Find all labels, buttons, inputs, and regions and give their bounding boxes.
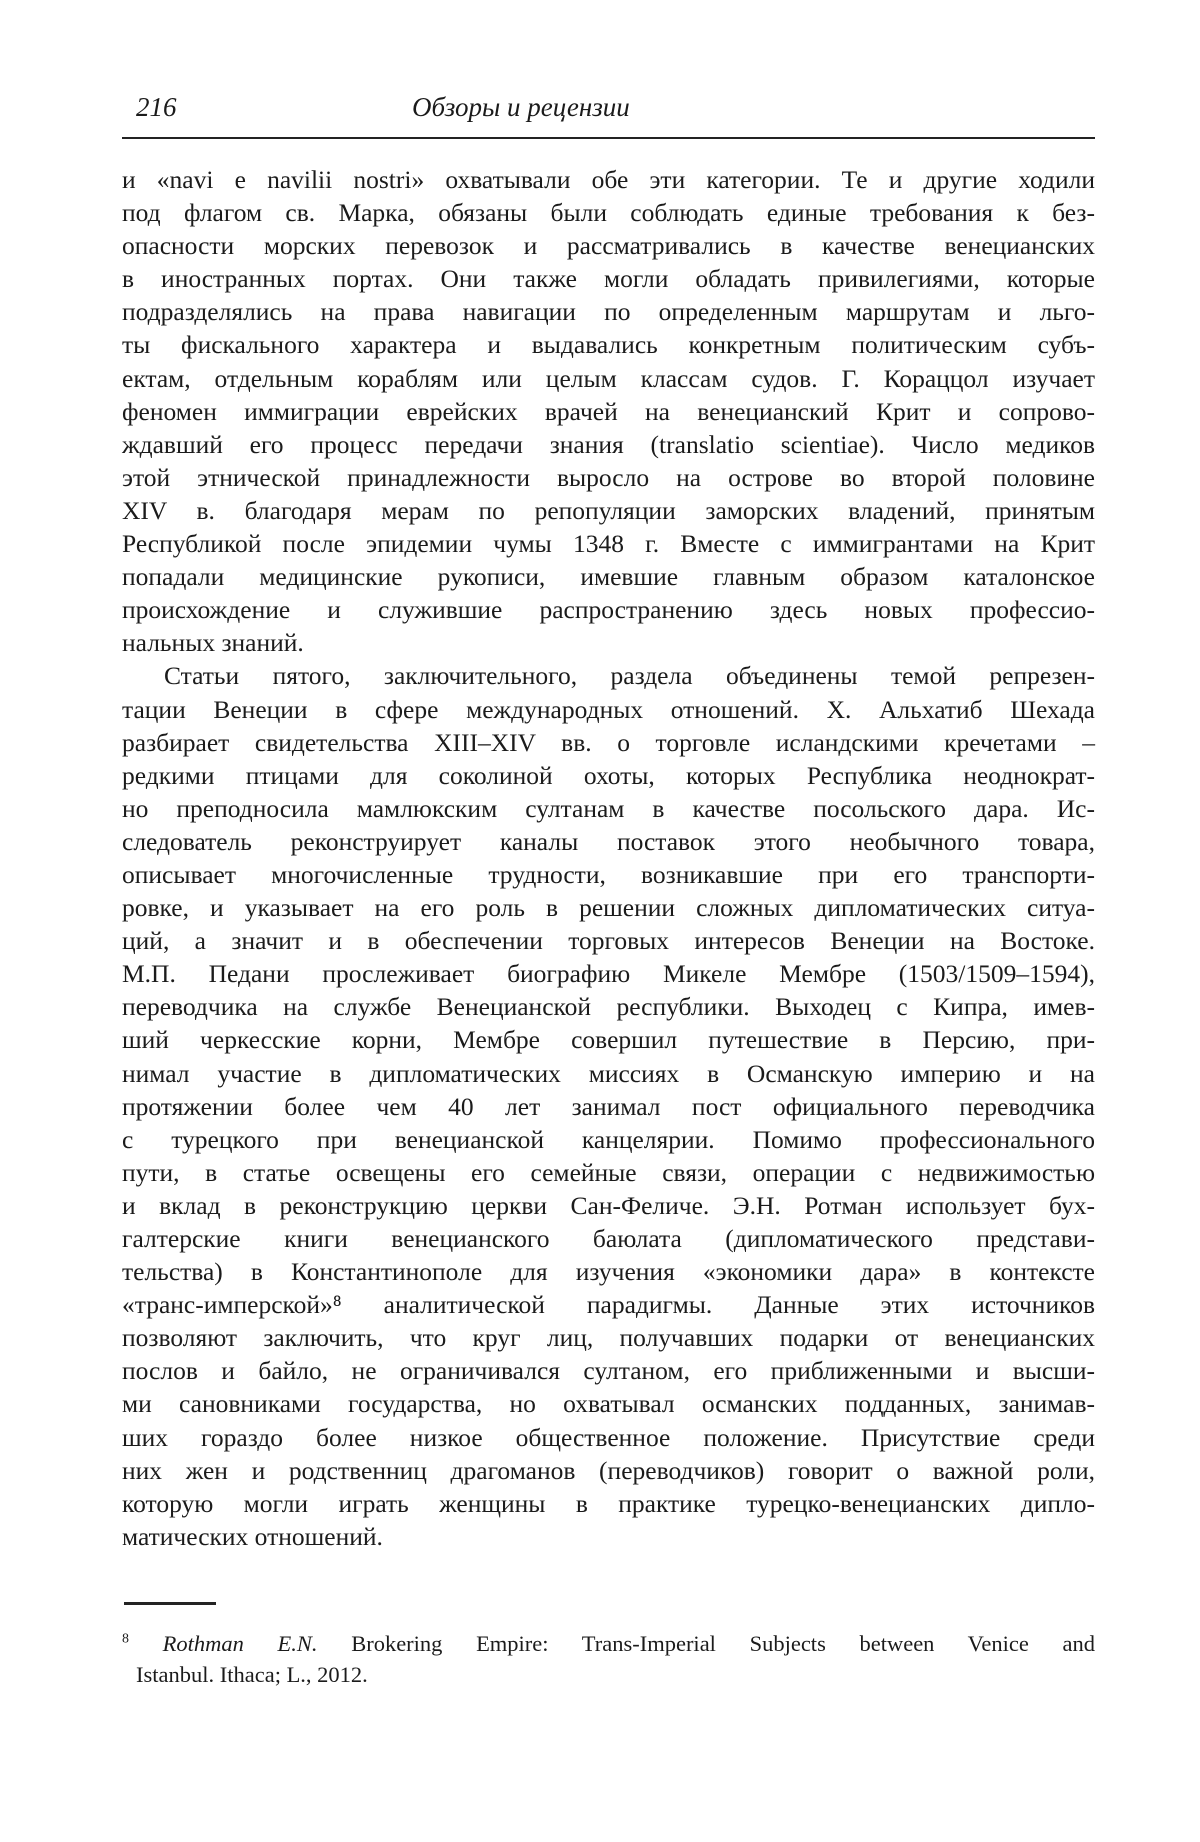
- text-line: под флагом св. Марка, обязаны были соблюдать единые требования к без-: [122, 198, 1095, 228]
- paragraph: [122, 163, 1095, 659]
- text-line: и вклад в реконструкцию церкви Сан-Феличе. Э.Н. Ротман использует бух-: [122, 1190, 1095, 1220]
- text-line: ми сановниками государства, но охватывал османских подданных, занимав-: [122, 1389, 1095, 1419]
- text-line: протяжении более чем 40 лет занимал пост официального переводчика: [122, 1091, 1095, 1121]
- text-line: подразделялись на права навигации по определенным маршрутам и льго-: [122, 297, 1095, 327]
- footnote-marker: 8: [122, 1631, 129, 1647]
- text-line: феномен иммиграции еврейских врачей на венецианский Крит и сопрово-: [122, 396, 1095, 426]
- text-line: ты фискального характера и выдавались конкретным политическим субъ-: [122, 330, 1095, 360]
- footnote-line: [122, 1628, 1095, 1659]
- text-line: послов и байло, не ограничивался султаном, его приближенными и высши-: [122, 1356, 1095, 1386]
- text-line: ектам, отдельным кораблям или целым классам судов. Г. Кораццол изучает: [122, 363, 1095, 393]
- text-line: нальных знаний.: [122, 628, 304, 658]
- text-line: ций, а значит и в обеспечении торговых интересов Венеции на Востоке.: [122, 926, 1095, 956]
- text-line: ших гораздо более низкое общественное положение. Присутствие среди: [122, 1422, 1095, 1452]
- text-line: нимал участие в дипломатических миссиях в Османскую империю и на: [122, 1058, 1095, 1088]
- text-line: позволяют заключить, что круг лиц, получавших подарки от венецианских: [122, 1323, 1095, 1353]
- text-line: Статьи пятого, заключительного, раздела объединены темой репрезен-: [164, 661, 1095, 691]
- text-line: тации Венеции в сфере международных отношений. Х. Альхатиб Шехада: [122, 694, 1095, 724]
- body-text: [122, 163, 1095, 1553]
- text-line: М.П. Педани прослеживает биографию Микеле Мембре (1503/1509–1594),: [122, 959, 1095, 989]
- text-line: пути, в статье освещены его семейные связи, операции с недвижимостью: [122, 1157, 1095, 1187]
- text-line: XIV в. благодаря мерам по репопуляции заморских владений, принятым: [122, 495, 1095, 525]
- text-line: происхождение и служившие распространению здесь новых профессио-: [122, 595, 1095, 625]
- text-line: тельства) в Константинополе для изучения «экономики дара» в контексте: [122, 1257, 1095, 1287]
- text-line: ровке, и указывает на его роль в решении сложных дипломатических ситуа-: [122, 893, 1095, 923]
- paragraph: [122, 659, 1095, 1553]
- running-head: [122, 92, 1095, 128]
- text-line: ший черкесские корни, Мембре совершил путешествие в Персию, при-: [122, 1025, 1095, 1055]
- text-line: которую могли играть женщины в практике турецко-венецианских дипло-: [122, 1488, 1095, 1518]
- text-line: ждавший его процесс передачи знания (translatio scientiae). Число медиков: [122, 429, 1095, 459]
- text-line: попадали медицинские рукописи, имевшие главным образом каталонское: [122, 562, 1095, 592]
- header-rule: [122, 137, 1095, 139]
- text-line: матических отношений.: [122, 1521, 383, 1551]
- text-line: опасности морских перевозок и рассматривались в качестве венецианских: [122, 231, 1095, 261]
- footnote-text: Brokering Empire: Trans-Imperial Subjects between Venice and: [351, 1631, 1096, 1656]
- footnote-author: Rothman E.N.: [162, 1631, 318, 1656]
- text-line: описывает многочисленные трудности, возникавшие при его транспорти-: [122, 859, 1095, 889]
- text-line: «транс-имперской»⁸ аналитической парадигмы. Данные этих источников: [122, 1290, 1095, 1320]
- text-line: редкими птицами для соколиной охоты, которых Республика неоднократ-: [122, 760, 1095, 790]
- text-line: галтерские книги венецианского баюлата (дипломатического представи-: [122, 1224, 1095, 1253]
- footnote-rule: [124, 1602, 216, 1605]
- page-number: 216: [136, 92, 177, 122]
- text-line: но преподносила мамлюкским султанам в качестве посольского дара. Ис-: [122, 793, 1095, 823]
- footnote: [122, 1628, 1095, 1690]
- text-line: в иностранных портах. Они также могли обладать привилегиями, которые: [122, 264, 1095, 294]
- text-line: переводчика на службе Венецианской республики. Выходец с Кипра, имев-: [122, 992, 1095, 1022]
- running-title: Обзоры и рецензии: [412, 92, 630, 122]
- text-line: этой этнической принадлежности выросло на острове во второй половине: [122, 462, 1095, 492]
- text-line: с турецкого при венецианской канцелярии. Помимо профессионального: [122, 1124, 1095, 1154]
- text-line: и «navi e navilii nostri» охватывали обе эти категории. Те и другие ходили: [122, 165, 1095, 194]
- text-line: разбирает свидетельства XIII–XIV вв. о торговле исландскими кречетами –: [122, 727, 1095, 757]
- text-line: них жен и родственниц драгоманов (переводчиков) говорит о важной роли,: [122, 1455, 1095, 1485]
- footnote-line: Istanbul. Ithaca; L., 2012.: [136, 1662, 368, 1687]
- text-line: Республикой после эпидемии чумы 1348 г. Вместе с иммигрантами на Крит: [122, 529, 1095, 559]
- page-content: [122, 0, 1095, 1842]
- text-line: следователь реконструирует каналы поставок этого необычного товара,: [122, 826, 1095, 856]
